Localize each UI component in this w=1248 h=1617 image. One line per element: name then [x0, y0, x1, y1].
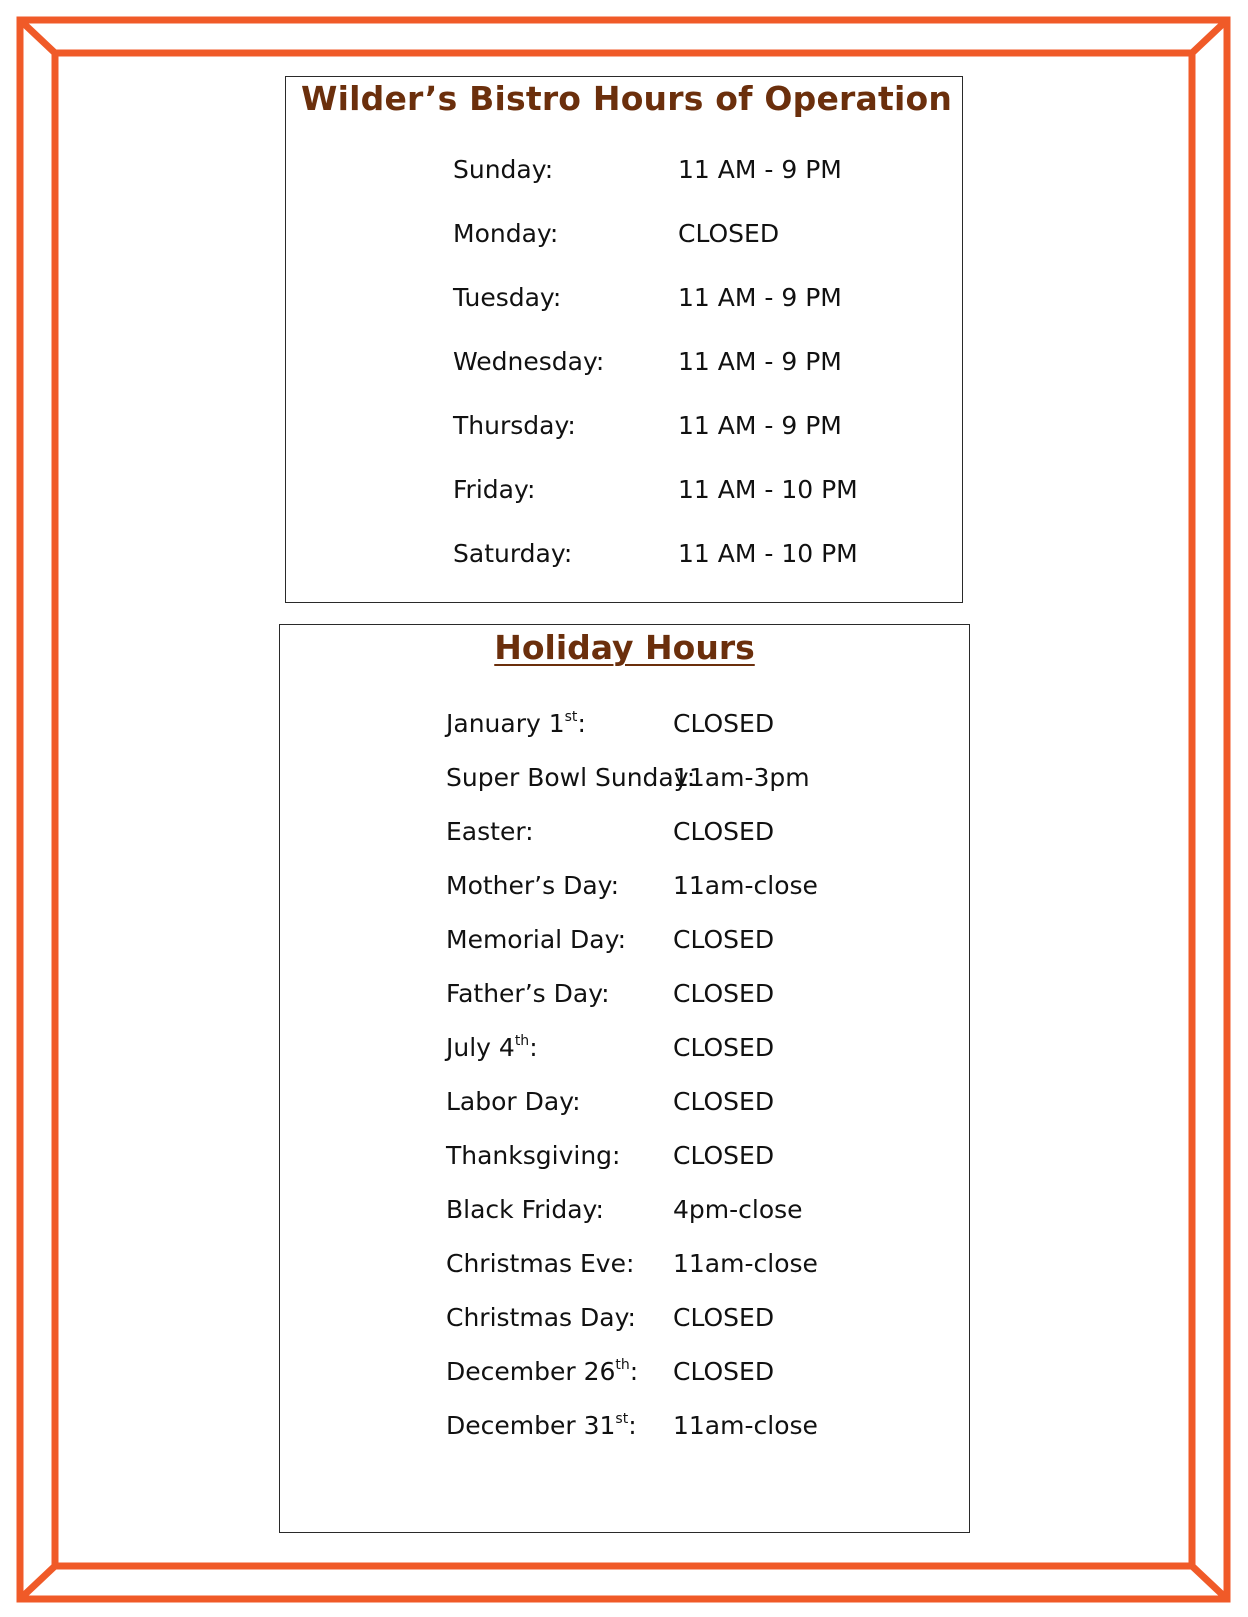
holiday-day-text: Memorial Day: [446, 925, 627, 954]
regular-hours-box [285, 76, 963, 603]
frame-corner-bottom-left [20, 1566, 55, 1599]
regular-day-text: Friday: [453, 475, 536, 504]
holiday-hours-value: 11am-3pm [673, 763, 810, 792]
regular-day-text: Sunday: [453, 155, 554, 184]
holiday-row [446, 923, 886, 957]
holiday-day-text: Christmas Eve: [446, 1249, 635, 1278]
regular-row [453, 473, 893, 507]
holiday-hours-value: 4pm-close [673, 1195, 803, 1224]
holiday-row [446, 1247, 886, 1281]
holiday-day-text: December 31 [446, 1411, 616, 1440]
regular-day-text: Wednesday: [453, 347, 605, 376]
holiday-hours-value: 11am-close [673, 1249, 818, 1278]
frame-corner-top-right [1192, 20, 1227, 53]
regular-hours-value: 11 AM - 9 PM [678, 347, 842, 376]
holiday-day-text: December 26 [446, 1357, 616, 1386]
regular-day-label [453, 153, 553, 187]
holiday-row [446, 1409, 886, 1443]
holiday-day-label [446, 1355, 638, 1389]
regular-row [453, 409, 893, 443]
regular-day-text: Saturday: [453, 539, 573, 568]
holiday-hours-value: CLOSED [673, 1357, 775, 1386]
holiday-hours-value: 11am-close [673, 871, 818, 900]
holiday-day-text: Easter: [446, 817, 534, 846]
holiday-day-text: July 4 [446, 1033, 515, 1062]
holiday-day-label [446, 815, 534, 849]
holiday-hours-value: CLOSED [673, 979, 775, 1008]
holiday-row [446, 869, 886, 903]
holiday-day-text: Super Bowl Sunday: [446, 763, 696, 792]
regular-day-label [453, 409, 576, 443]
holiday-hours-value: CLOSED [673, 1087, 775, 1116]
holiday-hours-value: CLOSED [673, 817, 775, 846]
holiday-day-text: Christmas Day: [446, 1303, 636, 1332]
frame-corner-top-left [20, 20, 55, 53]
holiday-day-text: Father’s Day: [446, 979, 610, 1008]
holiday-row [446, 707, 886, 741]
holiday-row [446, 1193, 886, 1227]
holiday-day-label [446, 977, 610, 1011]
holiday-day-label [446, 761, 695, 795]
holiday-row [446, 1139, 886, 1173]
regular-day-label [453, 217, 558, 251]
holiday-row [446, 1031, 886, 1065]
regular-row [453, 345, 893, 379]
regular-day-label [453, 281, 561, 315]
colon: : [629, 1357, 639, 1386]
holiday-row [446, 815, 886, 849]
holiday-day-label [446, 707, 586, 741]
holiday-hours-value: CLOSED [673, 709, 775, 738]
holiday-day-label [446, 1247, 634, 1281]
regular-hours-value: 11 AM - 10 PM [678, 539, 858, 568]
holiday-day-label [446, 1193, 604, 1227]
regular-hours-value: 11 AM - 9 PM [678, 283, 842, 312]
holiday-hours-value: CLOSED [673, 925, 775, 954]
holiday-day-label [446, 1409, 637, 1443]
ordinal-suffix: st [615, 1411, 629, 1427]
holiday-row [446, 977, 886, 1011]
regular-row [453, 281, 893, 315]
holiday-day-label [446, 1085, 581, 1119]
holiday-day-text: Thanksgiving: [446, 1141, 621, 1170]
holiday-hours-value: CLOSED [673, 1141, 775, 1170]
holiday-row [446, 761, 886, 795]
regular-day-label [453, 537, 572, 571]
regular-day-label [453, 345, 604, 379]
regular-hours-value: 11 AM - 9 PM [678, 155, 842, 184]
holiday-day-label [446, 1031, 538, 1065]
holiday-hours-title: Holiday Hours [494, 628, 755, 667]
holiday-day-label [446, 1139, 620, 1173]
regular-day-label [453, 473, 535, 507]
holiday-hours-value: CLOSED [673, 1303, 775, 1332]
holiday-hours-box [279, 624, 970, 1533]
holiday-row [446, 1301, 886, 1335]
regular-row [453, 537, 893, 571]
regular-row [453, 153, 893, 187]
regular-day-text: Monday: [453, 219, 559, 248]
frame-corner-bottom-right [1192, 1566, 1227, 1599]
holiday-row [446, 1085, 886, 1119]
colon: : [628, 1411, 637, 1440]
holiday-day-text: Black Friday: [446, 1195, 604, 1224]
regular-hours-title: Wilder’s Bistro Hours of Operation [301, 79, 953, 118]
holiday-day-text: January 1 [446, 709, 565, 738]
holiday-day-label [446, 869, 619, 903]
regular-day-text: Tuesday: [453, 283, 562, 312]
ordinal-suffix: st [564, 709, 578, 725]
regular-row [453, 217, 893, 251]
colon: : [577, 709, 586, 738]
holiday-day-label [446, 1301, 636, 1335]
ordinal-suffix: th [514, 1033, 530, 1049]
regular-day-text: Thursday: [453, 411, 576, 440]
ordinal-suffix: th [615, 1357, 630, 1373]
regular-hours-value: 11 AM - 10 PM [678, 475, 858, 504]
regular-hours-value: 11 AM - 9 PM [678, 411, 842, 440]
holiday-day-label [446, 923, 626, 957]
holiday-hours-value: 11am-close [673, 1411, 818, 1440]
holiday-day-text: Mother’s Day: [446, 871, 620, 900]
colon: : [529, 1033, 538, 1062]
regular-hours-value: CLOSED [678, 219, 780, 248]
holiday-hours-value: CLOSED [673, 1033, 775, 1062]
holiday-day-text: Labor Day: [446, 1087, 581, 1116]
holiday-row [446, 1355, 886, 1389]
